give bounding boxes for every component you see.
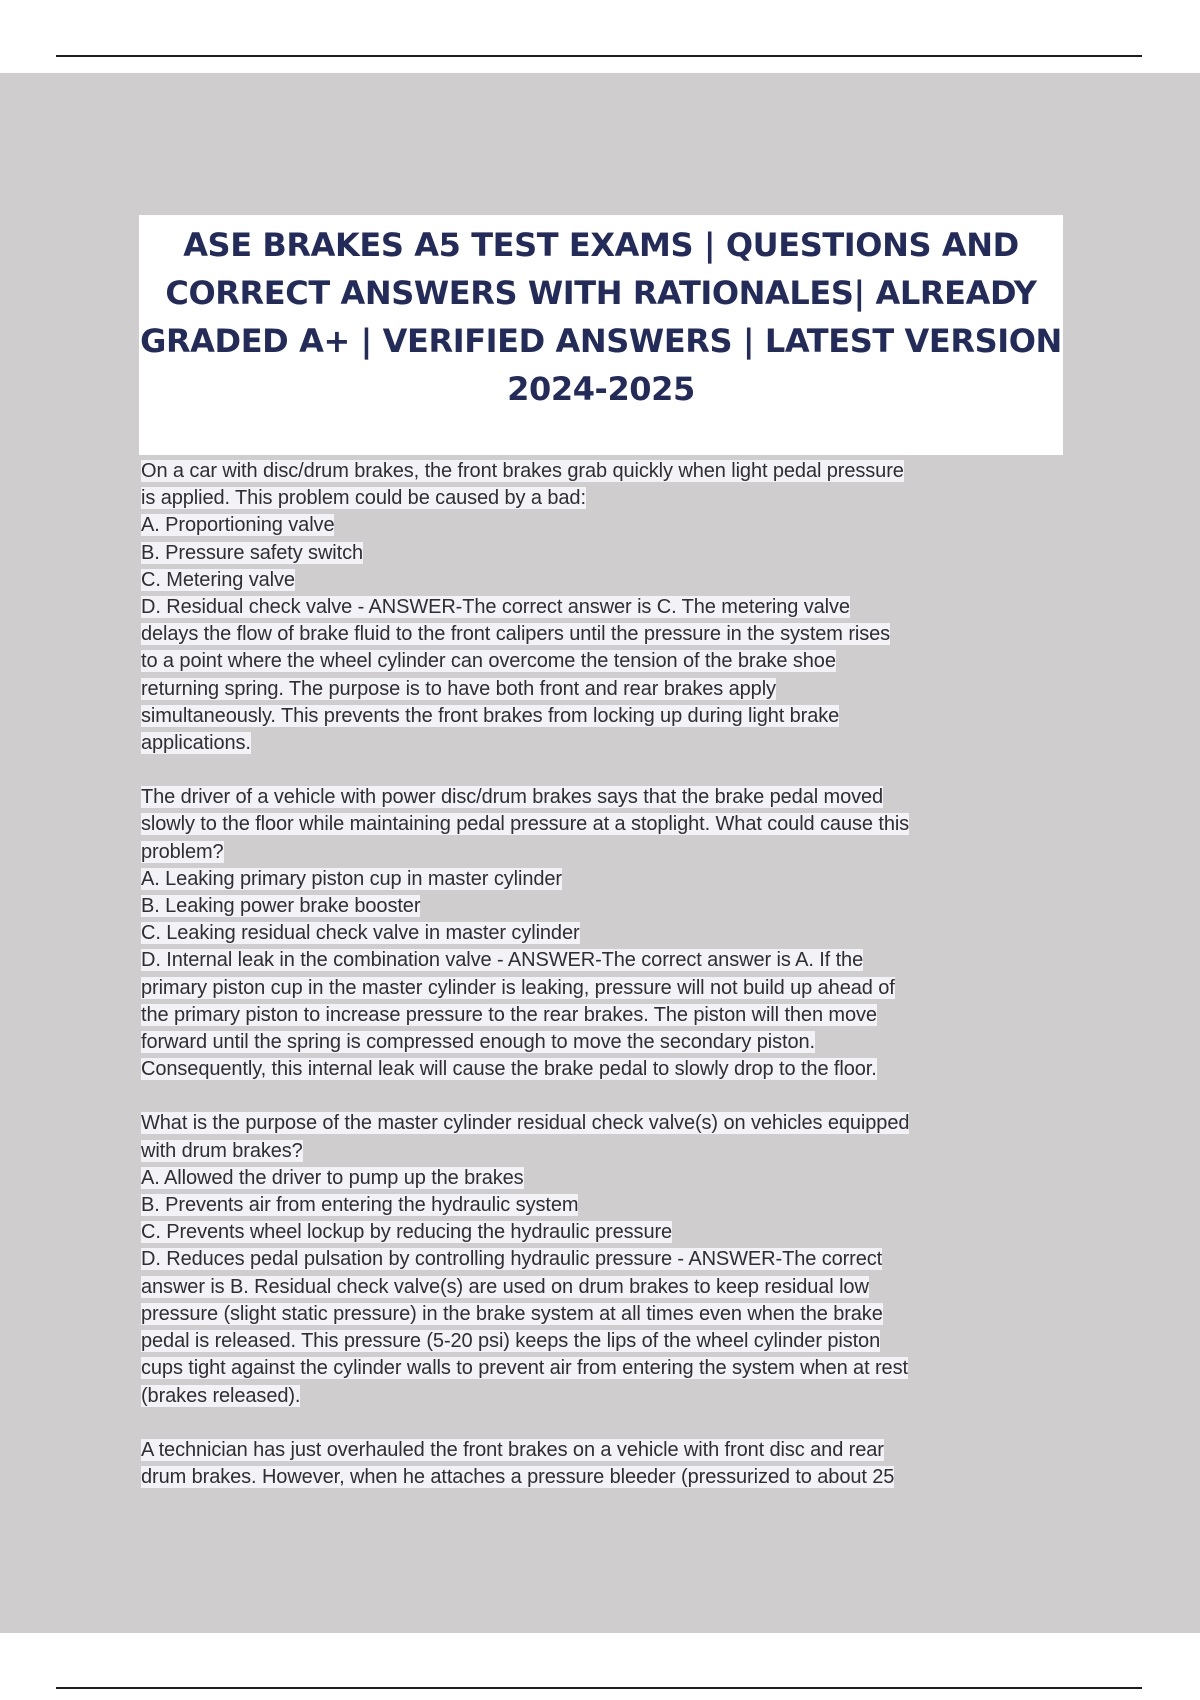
question-block: [141, 458, 1071, 757]
text-line: [141, 1165, 1071, 1192]
text-line: [141, 1355, 1071, 1382]
title-line: CORRECT ANSWERS WITH RATIONALES| ALREADY: [165, 274, 1037, 312]
text-line: [141, 866, 1071, 893]
text-line-content: answer is B. Residual check valve(s) are used on drum brakes to keep residual low: [141, 1275, 869, 1298]
text-line-content: C. Prevents wheel lockup by reducing the hydraulic pressure: [141, 1221, 673, 1244]
text-line-content: with drum brakes?: [141, 1139, 303, 1162]
text-line-content: to a point where the wheel cylinder can overcome the tension of the brake shoe: [141, 650, 836, 673]
text-line: [141, 1056, 1071, 1083]
text-line-content: problem?: [141, 840, 224, 863]
question-block: [141, 1110, 1071, 1409]
text-line-content: C. Leaking residual check valve in master cylinder: [141, 922, 580, 945]
text-line: [141, 540, 1071, 567]
text-line: [141, 594, 1071, 621]
text-line: [141, 947, 1071, 974]
text-line-content: C. Metering valve: [141, 568, 295, 591]
text-line: [141, 485, 1071, 512]
text-line: [141, 784, 1071, 811]
footer-rule: [56, 1687, 1142, 1689]
text-line-content: On a car with disc/drum brakes, the front brakes grab quickly when light pedal pressure: [141, 460, 904, 482]
text-line-content: Consequently, this internal leak will cause the brake pedal to slowly drop to the floor.: [141, 1058, 877, 1081]
text-line-content: A. Allowed the driver to pump up the brakes: [141, 1166, 524, 1189]
question-block: [141, 784, 1071, 1083]
text-line-content: D. Residual check valve - ANSWER-The correct answer is C. The metering valve: [141, 596, 850, 619]
text-line-content: slowly to the floor while maintaining pedal pressure at a stoplight. What could cause this: [141, 813, 910, 836]
text-line: [141, 648, 1071, 675]
text-line-content: The driver of a vehicle with power disc/drum brakes says that the brake pedal moved: [141, 786, 884, 809]
text-line: [141, 621, 1071, 648]
text-line: [141, 512, 1071, 539]
title-line: 2024-2025: [507, 370, 695, 408]
text-line-content: is applied. This problem could be caused by a bad:: [141, 487, 586, 510]
text-line-content: A. Leaking primary piston cup in master cylinder: [141, 867, 562, 890]
text-line: [141, 920, 1071, 947]
text-line: [141, 1274, 1071, 1301]
document-body: [141, 458, 1071, 1518]
text-line: [141, 730, 1071, 757]
text-line-content: forward until the spring is compressed enough to move the secondary piston.: [141, 1031, 815, 1054]
text-line: [141, 1246, 1071, 1273]
text-line: [141, 1328, 1071, 1355]
text-line-content: B. Pressure safety switch: [141, 541, 364, 564]
text-line-content: the primary piston to increase pressure to the rear brakes. The piston will then move: [141, 1003, 877, 1026]
text-line: [141, 1437, 1071, 1464]
text-line-content: drum brakes. However, when he attaches a pressure bleeder (pressurized to about 25: [141, 1465, 895, 1488]
text-line: [141, 1002, 1071, 1029]
text-line: [141, 1138, 1071, 1165]
text-line: [141, 567, 1071, 594]
text-line-content: cups tight against the cylinder walls to prevent air from entering the system when at rest: [141, 1357, 908, 1380]
text-line-content: pedal is released. This pressure (5-20 psi) keeps the lips of the wheel cylinder piston: [141, 1330, 881, 1353]
text-line-content: simultaneously. This prevents the front brakes from locking up during light brake: [141, 704, 840, 727]
text-line: [141, 975, 1071, 1002]
document-title: [139, 215, 1063, 413]
title-line: ASE BRAKES A5 TEST EXAMS | QUESTIONS AND: [183, 226, 1019, 264]
text-line: [141, 1192, 1071, 1219]
text-line-content: D. Reduces pedal pulsation by controlling hydraulic pressure - ANSWER-The correct: [141, 1248, 883, 1271]
text-line-content: A. Proportioning valve: [141, 514, 335, 537]
text-line: [141, 1464, 1071, 1491]
text-line: [141, 458, 1071, 485]
text-line-content: B. Prevents air from entering the hydraulic system: [141, 1194, 579, 1217]
text-line: [141, 676, 1071, 703]
text-line: [141, 703, 1071, 730]
text-line-content: (brakes released).: [141, 1384, 301, 1407]
title-box: [139, 215, 1063, 455]
header-rule: [56, 55, 1142, 57]
text-line-content: delays the flow of brake fluid to the front calipers until the pressure in the system rises: [141, 623, 891, 646]
text-line: [141, 1110, 1071, 1137]
text-line-content: applications.: [141, 732, 251, 755]
title-line: GRADED A+ | VERIFIED ANSWERS | LATEST VERSION: [140, 322, 1062, 360]
text-line-content: A technician has just overhauled the front brakes on a vehicle with front disc and rear: [141, 1438, 884, 1461]
text-line: [141, 1301, 1071, 1328]
text-line-content: returning spring. The purpose is to have both front and rear brakes apply: [141, 677, 776, 700]
text-line: [141, 811, 1071, 838]
text-line: [141, 839, 1071, 866]
question-block: [141, 1437, 1071, 1491]
text-line: [141, 1029, 1071, 1056]
text-line: [141, 1219, 1071, 1246]
text-line: [141, 1383, 1071, 1410]
text-line: [141, 893, 1071, 920]
text-line-content: primary piston cup in the master cylinder is leaking, pressure will not build up ahead of: [141, 976, 895, 999]
text-line-content: B. Leaking power brake booster: [141, 895, 421, 918]
text-line-content: D. Internal leak in the combination valve - ANSWER-The correct answer is A. If the: [141, 949, 864, 972]
text-line-content: pressure (slight static pressure) in the brake system at all times even when the brake: [141, 1302, 883, 1325]
text-line-content: What is the purpose of the master cylinder residual check valve(s) on vehicles equipped: [141, 1112, 910, 1135]
